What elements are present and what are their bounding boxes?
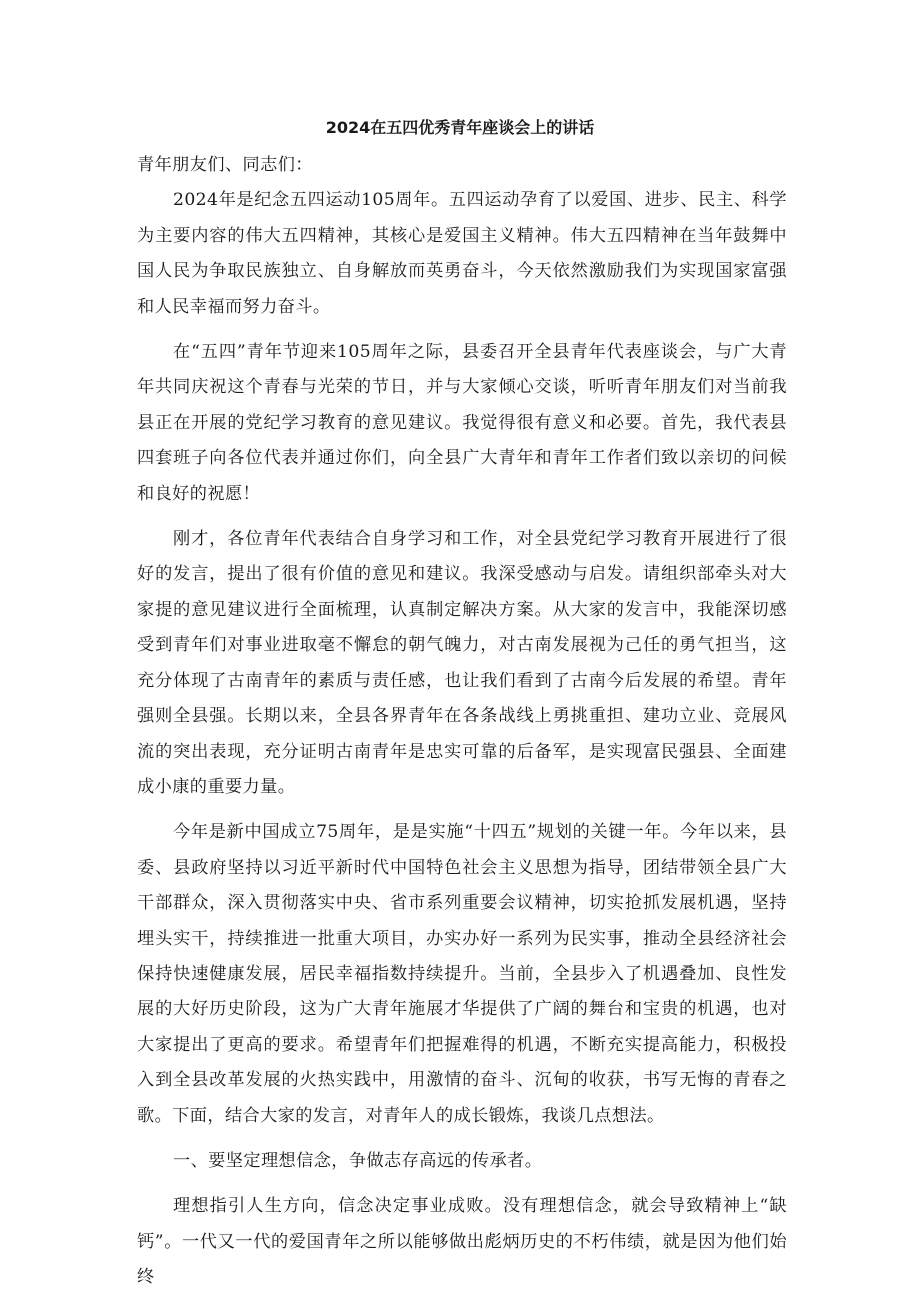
salutation: 青年朋友们、同志们：: [137, 155, 313, 175]
document-title: 2024在五四优秀青年座谈会上的讲话: [325, 118, 595, 137]
paragraph-anniversary-75: 今年是新中国成立75周年，是是实施“十四五”规划的关键一年。今年以来，县委、县政府坚持以习近平新时代中国特色社会主义思想为指导，团结带领全县广大干部群众，深入贯彻落实中央、省市系列重要会议精神，切实抢抓发展机遇，坚持埋头实干，持续推进一批重大项目，办实办好一系列为民实事，推动全县经济社会保持快速健康发展，居民幸福指数持续提升。当前，全县步入了机遇叠加、良性发展的大好历史阶段，这为广大青年施展才华提供了广阔的舞台和宝贵的机遇，也对大家提出了更高的要求。希望青年们把握难得的机遇，不断充实提高能力，积极投入到全县改革发展的火热实践中，用激情的奋斗、沉甸的收获，书写无悔的青春之歌。下面，结合大家的发言，对青年人的成长锻炼，我谈几点想法。: [137, 822, 787, 1126]
paragraph-anniversary: 2024年是纪念五四运动105周年。五四运动孕育了以爱国、进步、民主、科学为主要内容的伟大五四精神，其核心是爱国主义精神。伟大五四精神在当年鼓舞中国人民为争取民族独立、自身解放而英勇奋斗，今天依然激励我们为实现国家富强和人民幸福而努力奋斗。: [137, 190, 787, 317]
section-heading-1: 一、要坚定理想信念，争做志存高远的传承者。: [173, 1150, 543, 1171]
document-body: [137, 148, 787, 1296]
paragraph-symposium: 在“五四”青年节迎来105周年之际，县委召开全县青年代表座谈会，与广大青年共同庆祝这个青春与光荣的节日，并与大家倾心交谈，听听青年朋友们对当前我县正在开展的党纪学习教育的意见建议。我觉得很有意义和必要。首先，我代表县四套班子向各位代表并通过你们，向全县广大青年和青年工作者们致以亲切的问候和良好的祝愿！: [137, 342, 787, 504]
paragraph-ideals: 理想指引人生方向，信念决定事业成败。没有理想信念，就会导致精神上“缺钙”。一代又一代的爱国青年之所以能够做出彪炳历史的不朽伟绩，就是因为他们始终: [137, 1196, 787, 1288]
paragraph-feedback: 刚才，各位青年代表结合自身学习和工作，对全县党纪学习教育开展进行了很好的发言，提出了很有价值的意见和建议。我深受感动与启发。请组织部牵头对大家提的意见建议进行全面梳理，认真制定解决方案。从大家的发言中，我能深切感受到青年们对事业进取毫不懈怠的朝气魄力，对古南发展视为己任的勇气担当，这充分体现了古南青年的素质与责任感，也让我们看到了古南今后发展的希望。青年强则全县强。长期以来，全县各界青年在各条战线上勇挑重担、建功立业、竞展风流的突出表现，充分证明古南青年是忠实可靠的后备军，是实现富民强县、全面建成小康的重要力量。: [137, 529, 787, 797]
